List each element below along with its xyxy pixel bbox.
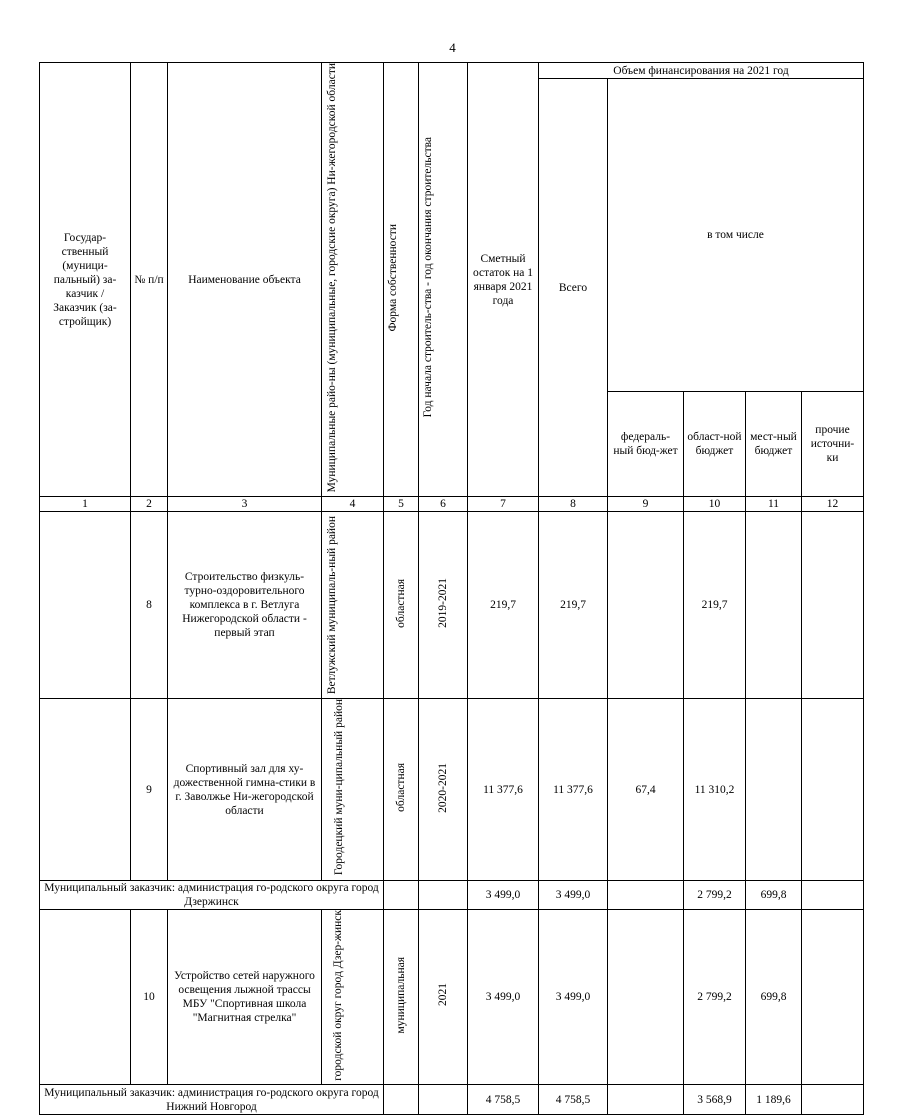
customer-cell	[40, 512, 131, 699]
ownership-cell	[384, 699, 419, 880]
column-number: 12	[802, 497, 864, 512]
local-value: 1 189,6	[746, 1085, 802, 1115]
local-value	[746, 699, 802, 880]
remainder-value: 4 758,5	[468, 1085, 539, 1115]
remainder-value: 219,7	[468, 512, 539, 699]
subtotal-row	[40, 880, 864, 909]
header-row-1	[40, 63, 864, 79]
other-value	[802, 1085, 864, 1115]
regional-value: 2 799,2	[684, 909, 746, 1085]
header-customer: Государ-ственный (муници-пальный) за-казчик / Заказчик (за-стройщик)	[40, 63, 131, 497]
regional-value: 11 310,2	[684, 699, 746, 880]
remainder-value: 3 499,0	[468, 880, 539, 909]
subtotal-label: Муниципальный заказчик: администрация го-родского округа город Дзержинск	[40, 880, 384, 909]
column-number: 11	[746, 497, 802, 512]
regional-value: 2 799,2	[684, 880, 746, 909]
years-cell	[419, 1085, 468, 1115]
other-value	[802, 512, 864, 699]
customer-cell	[40, 909, 131, 1085]
object-name: Устройство сетей наружного освещения лыжной трассы МБУ "Спортивная школа "Магнитная стрелка"	[168, 909, 322, 1085]
federal-value: 67,4	[608, 699, 684, 880]
table-row	[40, 699, 864, 880]
header-total: Всего	[539, 79, 608, 497]
row-number: 10	[131, 909, 168, 1085]
federal-value	[608, 512, 684, 699]
table-row	[40, 512, 864, 699]
district-cell	[322, 699, 384, 880]
years-cell	[419, 880, 468, 909]
ownership-cell	[384, 512, 419, 699]
table-row	[40, 909, 864, 1085]
years-cell	[419, 699, 468, 880]
federal-value	[608, 880, 684, 909]
header-including: в том числе	[608, 79, 864, 392]
header-regional: област-ной бюджет	[684, 392, 746, 497]
district-cell	[322, 512, 384, 699]
object-name: Строительство физкуль-турно-оздоровительного комплекса в г. Ветлуга Нижегородской области - первый этап	[168, 512, 322, 699]
district-text: Ветлужский муниципаль-ный район	[325, 516, 338, 695]
years-cell	[419, 512, 468, 699]
total-value: 3 499,0	[539, 909, 608, 1085]
header-years	[419, 63, 468, 497]
remainder-value: 3 499,0	[468, 909, 539, 1085]
subtotal-row	[40, 1085, 864, 1115]
subtotal-label: Муниципальный заказчик: администрация го-родского округа город Нижний Новгород	[40, 1085, 384, 1115]
years-text: 2020-2021	[436, 762, 449, 813]
column-number: 7	[468, 497, 539, 512]
district-text: городской округ город Дзер-жинск	[331, 909, 344, 1081]
federal-value	[608, 909, 684, 1085]
federal-value	[608, 1085, 684, 1115]
column-number-row	[40, 497, 864, 512]
customer-cell	[40, 699, 131, 880]
local-value	[746, 512, 802, 699]
header-remainder: Сметный остаток на 1 января 2021 года	[468, 63, 539, 497]
ownership-cell	[384, 909, 419, 1085]
page-number: 4	[449, 40, 456, 55]
regional-value: 219,7	[684, 512, 746, 699]
column-number: 5	[384, 497, 419, 512]
row-number: 8	[131, 512, 168, 699]
local-value: 699,8	[746, 909, 802, 1085]
remainder-value: 11 377,6	[468, 699, 539, 880]
column-number: 1	[40, 497, 131, 512]
ownership-cell	[384, 880, 419, 909]
local-value: 699,8	[746, 880, 802, 909]
header-other: прочие источни-ки	[802, 392, 864, 497]
ownership-text: областная	[394, 763, 407, 812]
other-value	[802, 880, 864, 909]
total-value: 219,7	[539, 512, 608, 699]
ownership-cell	[384, 1085, 419, 1115]
header-district	[322, 63, 384, 497]
header-district-text: Муниципальные райо-ны (муниципальные, городские округа) Ни-жегородской области	[325, 63, 338, 493]
total-value: 4 758,5	[539, 1085, 608, 1115]
ownership-text: муниципальная	[394, 956, 407, 1034]
row-number: 9	[131, 699, 168, 880]
ownership-text: областная	[394, 578, 407, 628]
header-ownership	[384, 63, 419, 497]
years-text: 2019-2021	[436, 578, 449, 629]
years-text: 2021	[436, 983, 449, 1007]
other-value	[802, 699, 864, 880]
column-number: 3	[168, 497, 322, 512]
header-local: мест-ный бюджет	[746, 392, 802, 497]
district-cell	[322, 909, 384, 1085]
total-value: 11 377,6	[539, 699, 608, 880]
regional-value: 3 568,9	[684, 1085, 746, 1115]
header-ownership-text: Форма собственности	[387, 223, 399, 332]
column-number: 8	[539, 497, 608, 512]
column-number: 10	[684, 497, 746, 512]
header-object-name: Наименование объекта	[168, 63, 322, 497]
total-value: 3 499,0	[539, 880, 608, 909]
other-value	[802, 909, 864, 1085]
header-number: № п/п	[131, 63, 168, 497]
column-number: 9	[608, 497, 684, 512]
financing-table	[39, 62, 864, 1115]
column-number: 2	[131, 497, 168, 512]
header-years-text: Год начала строитель-ства - год окончания строительства	[422, 137, 434, 418]
district-text: Городецкий муни-ципальный район	[332, 699, 345, 876]
header-federal: федераль-ный бюд-жет	[608, 392, 684, 497]
header-funding-group: Объем финансирования на 2021 год	[539, 63, 864, 79]
column-number: 4	[322, 497, 384, 512]
object-name: Спортивный зал для ху-дожественной гимна-стики в г. Заволжье Ни-жегородской области	[168, 699, 322, 880]
column-number: 6	[419, 497, 468, 512]
years-cell	[419, 909, 468, 1085]
